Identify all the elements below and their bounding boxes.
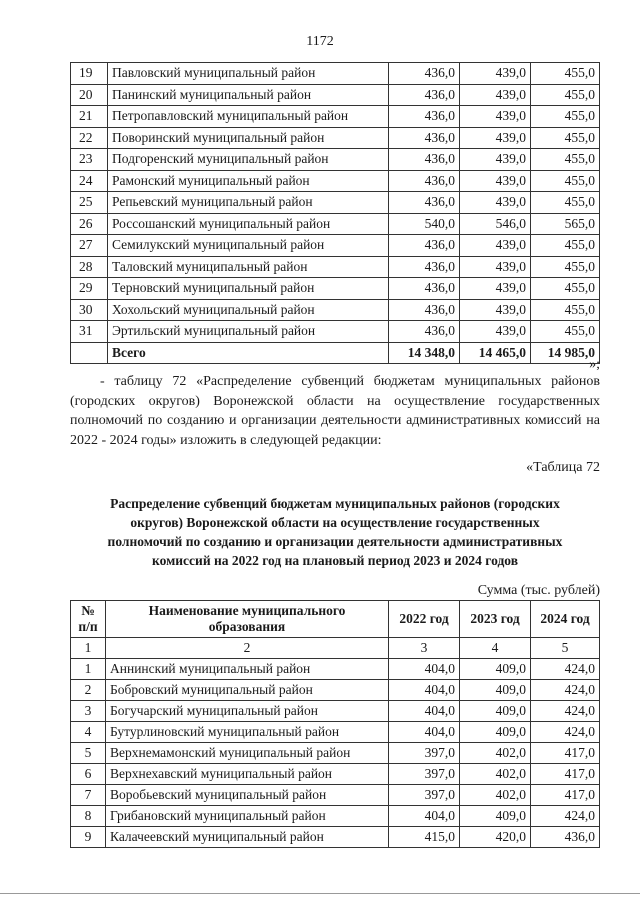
municipality-name: Богучарский муниципальный район — [106, 701, 389, 722]
value-2023: 409,0 — [460, 806, 531, 827]
value-2024: 436,0 — [531, 827, 600, 848]
value-2022: 436,0 — [389, 299, 460, 321]
value-2024: 455,0 — [531, 235, 600, 257]
value-2024: 424,0 — [531, 806, 600, 827]
value-2022: 436,0 — [389, 321, 460, 343]
value-2023: 439,0 — [460, 170, 531, 192]
value-2023: 402,0 — [460, 785, 531, 806]
value-2023: 439,0 — [460, 321, 531, 343]
value-2022: 415,0 — [389, 827, 460, 848]
municipality-name: Панинский муниципальный район — [108, 84, 389, 106]
municipality-name: Семилукский муниципальный район — [108, 235, 389, 257]
row-number: 9 — [71, 827, 106, 848]
value-2023: 409,0 — [460, 680, 531, 701]
index-cell: 4 — [460, 638, 531, 659]
header-name: Наименование муниципального образования — [106, 601, 389, 638]
value-2024: 565,0 — [531, 213, 600, 235]
value-2024: 455,0 — [531, 170, 600, 192]
value-2022: 436,0 — [389, 278, 460, 300]
value-2024: 455,0 — [531, 192, 600, 214]
value-2024: 417,0 — [531, 785, 600, 806]
table-row — [71, 701, 600, 722]
municipality-name: Павловский муниципальный район — [108, 63, 389, 85]
value-2022: 436,0 — [389, 149, 460, 171]
value-2023: 439,0 — [460, 299, 531, 321]
municipality-name: Подгоренский муниципальный район — [108, 149, 389, 171]
total-row — [71, 342, 600, 364]
value-2022: 436,0 — [389, 235, 460, 257]
row-number: 24 — [71, 170, 108, 192]
value-2024: 455,0 — [531, 299, 600, 321]
table-row — [71, 785, 600, 806]
table-row — [71, 213, 600, 235]
value-2023: 439,0 — [460, 63, 531, 85]
value-2022: 404,0 — [389, 680, 460, 701]
value-2022: 397,0 — [389, 743, 460, 764]
municipality-name: Таловский муниципальный район — [108, 256, 389, 278]
amendment-paragraph: - таблицу 72 «Распределение субвенций бюджетам муниципальных районов (городских округов) Воронежской области на осуществление государственных полномочий по созданию и организации деятельности административных комиссий на 2022 - 2024 годы» изложить в следующей редакции: — [70, 374, 600, 448]
row-number: 23 — [71, 149, 108, 171]
value-2022: 404,0 — [389, 806, 460, 827]
value-2024: 417,0 — [531, 743, 600, 764]
municipality-name: Россошанский муниципальный район — [108, 213, 389, 235]
value-2023: 409,0 — [460, 659, 531, 680]
footer-divider — [0, 893, 640, 894]
table-row — [71, 321, 600, 343]
value-2023: 439,0 — [460, 127, 531, 149]
sum-unit-label: Сумма (тыс. рублей) — [477, 583, 600, 598]
header-2023: 2023 год — [460, 601, 531, 638]
value-2022: 436,0 — [389, 63, 460, 85]
row-number: 1 — [71, 659, 106, 680]
row-number: 2 — [71, 680, 106, 701]
row-number: 22 — [71, 127, 108, 149]
value-2024: 424,0 — [531, 680, 600, 701]
table-row — [71, 827, 600, 848]
value-2023: 439,0 — [460, 106, 531, 128]
value-2023: 439,0 — [460, 149, 531, 171]
index-cell: 2 — [106, 638, 389, 659]
value-2023: 439,0 — [460, 235, 531, 257]
table-number-label: «Таблица 72 — [526, 460, 600, 475]
total-2022: 14 348,0 — [389, 342, 460, 364]
continued-table-body — [71, 63, 600, 364]
municipality-name: Эртильский муниципальный район — [108, 321, 389, 343]
row-number: 31 — [71, 321, 108, 343]
value-2022: 436,0 — [389, 84, 460, 106]
municipality-name: Репьевский муниципальный район — [108, 192, 389, 214]
municipality-name: Терновский муниципальный район — [108, 278, 389, 300]
value-2022: 397,0 — [389, 764, 460, 785]
table-title: Распределение субвенций бюджетам муниципальных районов (городских округов) Воронежской области на осуществление государственных полномочий по созданию и организации деятельности административных комиссий на 2022 год на плановый период 2023 и 2024 годов — [107, 496, 563, 568]
value-2023: 409,0 — [460, 722, 531, 743]
municipality-name: Калачеевский муниципальный район — [106, 827, 389, 848]
table-row — [71, 149, 600, 171]
value-2024: 455,0 — [531, 149, 600, 171]
table-row — [71, 743, 600, 764]
total-2024: 14 985,0 — [531, 342, 600, 364]
index-cell: 1 — [71, 638, 106, 659]
index-cell: 5 — [531, 638, 600, 659]
municipality-name: Бутурлиновский муниципальный район — [106, 722, 389, 743]
value-2023: 439,0 — [460, 192, 531, 214]
table-row — [71, 764, 600, 785]
value-2023: 546,0 — [460, 213, 531, 235]
table-row — [71, 106, 600, 128]
value-2024: 455,0 — [531, 127, 600, 149]
value-2024: 455,0 — [531, 321, 600, 343]
municipality-name: Поворинский муниципальный район — [108, 127, 389, 149]
value-2023: 420,0 — [460, 827, 531, 848]
municipality-name: Петропавловский муниципальный район — [108, 106, 389, 128]
total-number-cell — [71, 342, 108, 364]
value-2024: 455,0 — [531, 278, 600, 300]
table-row — [71, 170, 600, 192]
table-header — [71, 601, 600, 659]
total-2023: 14 465,0 — [460, 342, 531, 364]
total-label: Всего — [108, 342, 389, 364]
value-2024: 455,0 — [531, 256, 600, 278]
table-body — [71, 659, 600, 848]
row-number: 6 — [71, 764, 106, 785]
value-2024: 424,0 — [531, 659, 600, 680]
table-row — [71, 127, 600, 149]
value-2024: 455,0 — [531, 63, 600, 85]
value-2022: 404,0 — [389, 701, 460, 722]
value-2022: 397,0 — [389, 785, 460, 806]
table-row — [71, 722, 600, 743]
row-number: 26 — [71, 213, 108, 235]
value-2022: 436,0 — [389, 127, 460, 149]
value-2023: 409,0 — [460, 701, 531, 722]
subvention-distribution-table — [70, 600, 600, 848]
value-2023: 402,0 — [460, 743, 531, 764]
table-row — [71, 299, 600, 321]
header-2022: 2022 год — [389, 601, 460, 638]
index-cell: 3 — [389, 638, 460, 659]
row-number: 30 — [71, 299, 108, 321]
value-2024: 455,0 — [531, 106, 600, 128]
value-2022: 436,0 — [389, 170, 460, 192]
continued-distribution-table — [70, 62, 600, 364]
row-number: 7 — [71, 785, 106, 806]
row-number: 25 — [71, 192, 108, 214]
row-number: 3 — [71, 701, 106, 722]
table-row — [71, 680, 600, 701]
header-row — [71, 601, 600, 638]
table-row — [71, 278, 600, 300]
row-number: 21 — [71, 106, 108, 128]
table-row — [71, 84, 600, 106]
row-number: 28 — [71, 256, 108, 278]
value-2022: 404,0 — [389, 722, 460, 743]
value-2024: 455,0 — [531, 84, 600, 106]
municipality-name: Аннинский муниципальный район — [106, 659, 389, 680]
table-row — [71, 659, 600, 680]
table-row — [71, 192, 600, 214]
row-number: 20 — [71, 84, 108, 106]
municipality-name: Рамонский муниципальный район — [108, 170, 389, 192]
municipality-name: Верхнемамонский муниципальный район — [106, 743, 389, 764]
row-number: 19 — [71, 63, 108, 85]
municipality-name: Верхнехавский муниципальный район — [106, 764, 389, 785]
end-quote: »; — [589, 357, 600, 372]
value-2022: 436,0 — [389, 256, 460, 278]
value-2023: 402,0 — [460, 764, 531, 785]
row-number: 8 — [71, 806, 106, 827]
value-2023: 439,0 — [460, 84, 531, 106]
value-2024: 424,0 — [531, 722, 600, 743]
value-2022: 540,0 — [389, 213, 460, 235]
value-2022: 436,0 — [389, 192, 460, 214]
value-2022: 404,0 — [389, 659, 460, 680]
row-number: 27 — [71, 235, 108, 257]
table-row — [71, 235, 600, 257]
table-row — [71, 806, 600, 827]
value-2022: 436,0 — [389, 106, 460, 128]
value-2024: 417,0 — [531, 764, 600, 785]
row-number: 4 — [71, 722, 106, 743]
municipality-name: Воробьевский муниципальный район — [106, 785, 389, 806]
header-2024: 2024 год — [531, 601, 600, 638]
table-row — [71, 63, 600, 85]
value-2024: 424,0 — [531, 701, 600, 722]
value-2023: 439,0 — [460, 278, 531, 300]
value-2023: 439,0 — [460, 256, 531, 278]
row-number: 5 — [71, 743, 106, 764]
row-number: 29 — [71, 278, 108, 300]
header-num: № п/п — [71, 601, 106, 638]
municipality-name: Бобровский муниципальный район — [106, 680, 389, 701]
column-index-row — [71, 638, 600, 659]
municipality-name: Хохольский муниципальный район — [108, 299, 389, 321]
municipality-name: Грибановский муниципальный район — [106, 806, 389, 827]
page-number: 1172 — [306, 34, 334, 49]
table-row — [71, 256, 600, 278]
